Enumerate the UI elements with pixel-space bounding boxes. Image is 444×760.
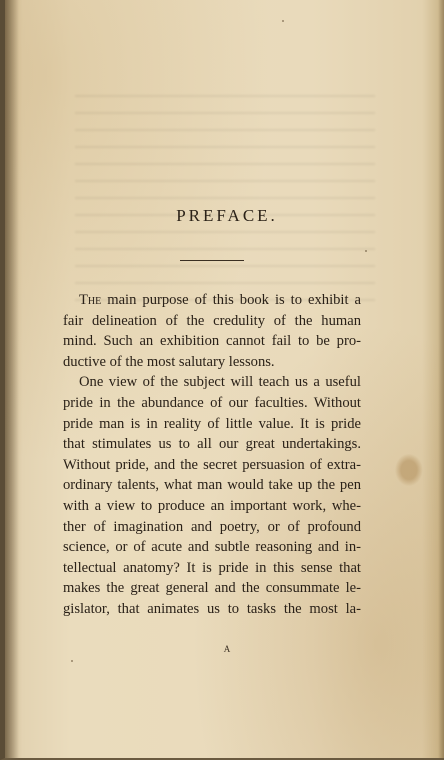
text-line: pride in the abundance of our faculties. Without	[63, 394, 361, 411]
text-line: ductive of the most salutary lessons.	[63, 353, 275, 370]
paper-speck	[365, 250, 367, 252]
paper-speck	[282, 20, 284, 22]
text-line: that stimulates us to all our great undertakings.	[63, 436, 361, 453]
text-line: Without pride, and the secret persuasion of extra-	[63, 456, 361, 473]
text-line: gislator, that animates us to tasks the most la-	[63, 600, 361, 617]
text-line: One view of the subject will teach us a useful	[79, 374, 361, 391]
preface-text	[63, 290, 361, 620]
text-line	[63, 290, 361, 311]
page-title: PREFACE.	[176, 206, 278, 225]
text-line: with a view to produce an important work, whe-	[63, 497, 361, 514]
text-line: mind. Such an exhibition cannot fail to be pro-	[63, 333, 361, 350]
lead-word: The	[79, 292, 102, 308]
signature-mark: A	[223, 644, 231, 654]
text-line-content: main purpose of this book is to exhibit a	[101, 292, 361, 308]
text-line: ther of imagination and poetry, or of profound	[63, 518, 361, 535]
paper-speck	[71, 660, 73, 662]
text-line: science, or of acute and subtle reasoning and in-	[63, 539, 361, 556]
text-line: makes the great general and the consummate le-	[63, 580, 361, 597]
text-line: fair delineation of the credulity of the human	[63, 312, 361, 329]
title-divider	[180, 260, 244, 261]
text-line: pride man is in reality of little value. It is pride	[63, 415, 361, 432]
show-through-text	[75, 95, 375, 305]
text-line: tellectual anatomy? It is pride in this sense that	[63, 559, 361, 576]
text-line: ordinary talents, what man would take up the pen	[63, 477, 361, 494]
